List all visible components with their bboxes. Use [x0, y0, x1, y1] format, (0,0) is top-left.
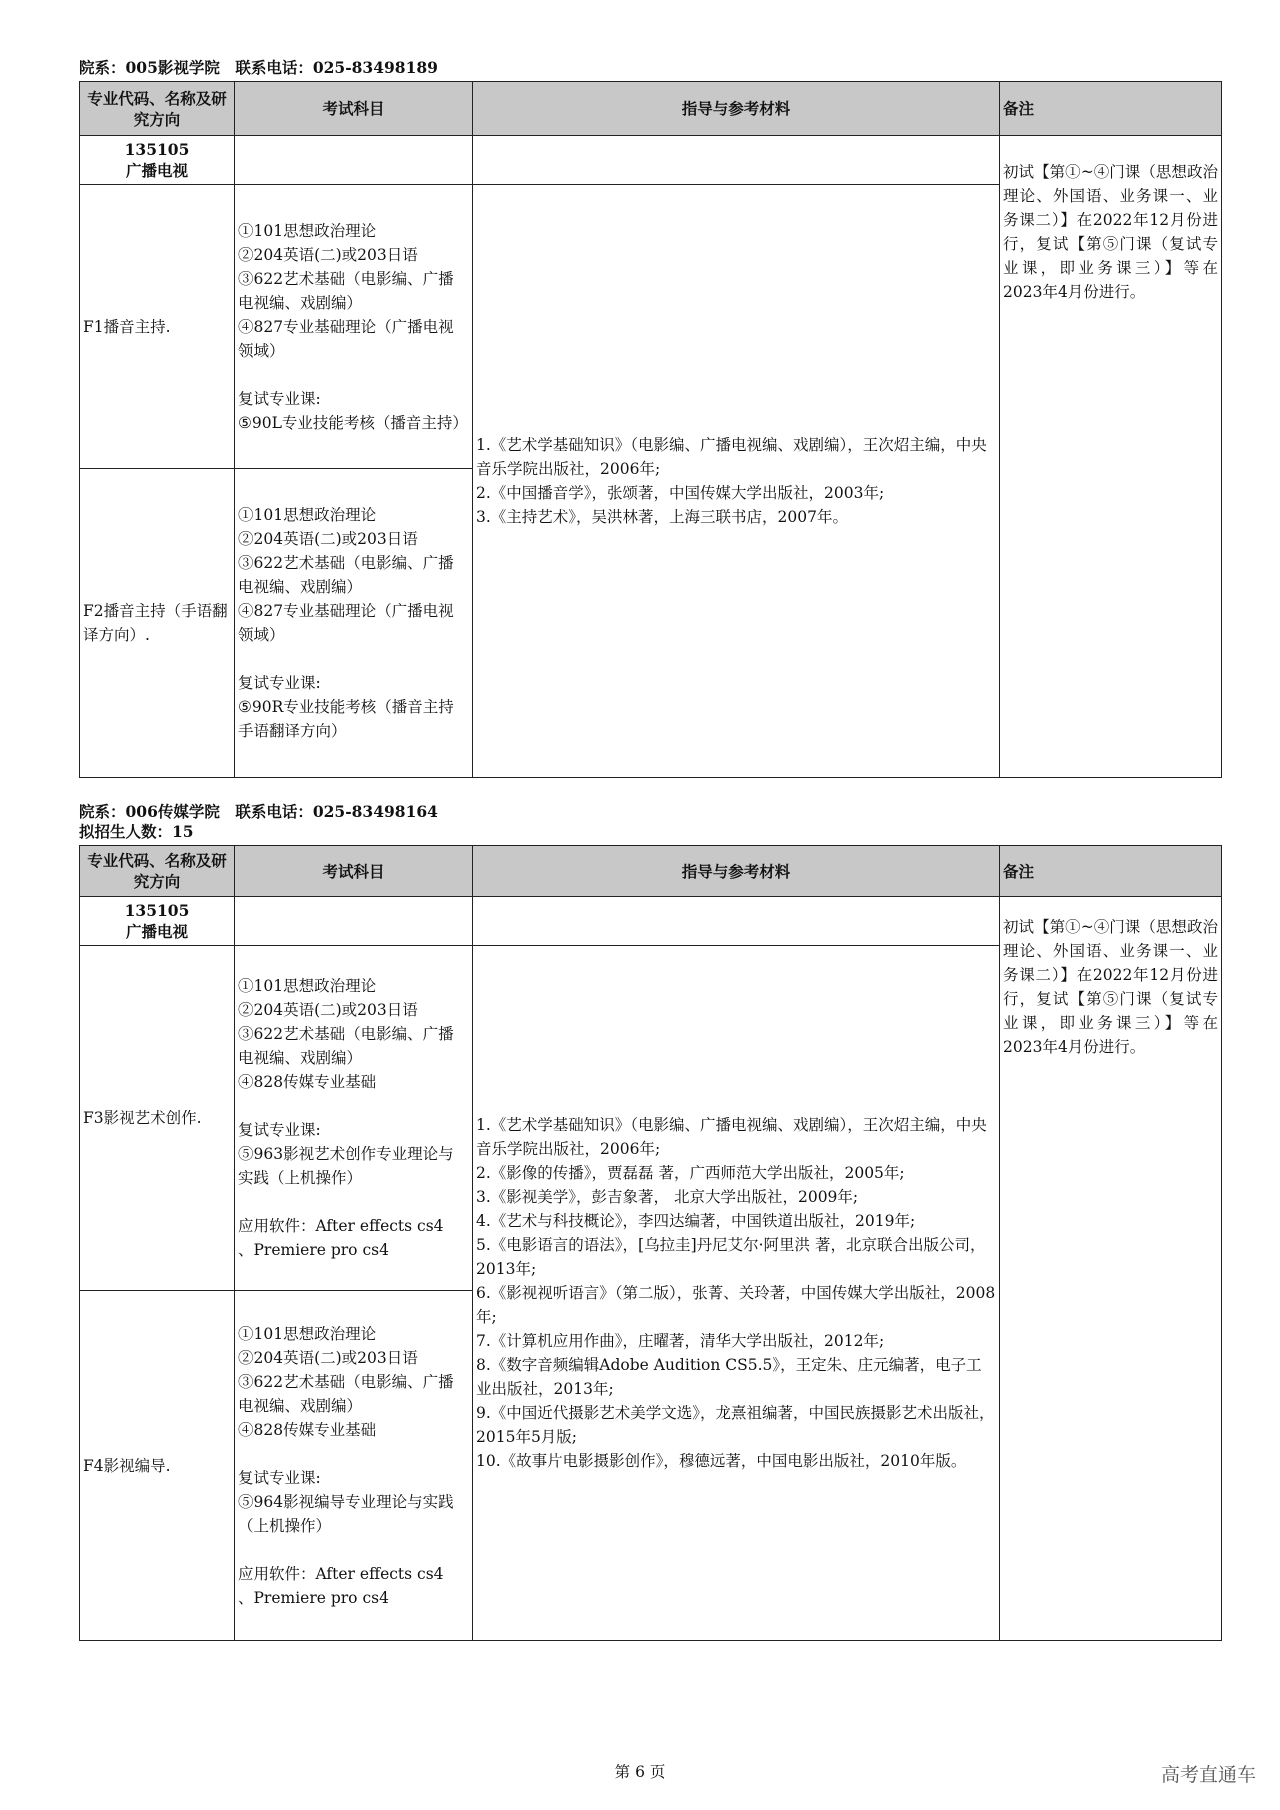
exam-subjects: ①101思想政治理论 ②204英语(二)或203日语 ③622艺术基础（电影编、广播电视编、戏剧编） ④828传媒专业基础 复试专业课: ⑤964影视编导专业理论与实践（上机操作） 应用软件：After effects cs4 、Premiere pro cs4 — [235, 1291, 473, 1641]
research-direction: F4影视编导. — [80, 1291, 235, 1641]
column-header-materials: 指导与参考材料 — [473, 846, 1000, 897]
column-header-subjects: 考试科目 — [235, 846, 473, 897]
notes-cell: 初试【第①~④门课（思想政治理论、外国语、业务课一、业务课二）】在2022年12月份进行，复试【第⑤门课（复试专业课，即业务课三）】等在2023年4月份进行。 — [1000, 897, 1222, 1641]
column-header-materials: 指导与参考材料 — [473, 82, 1000, 136]
empty-cell — [473, 136, 1000, 185]
major-cell — [80, 897, 235, 946]
exam-subjects: ①101思想政治理论 ②204英语(二)或203日语 ③622艺术基础（电影编、广播电视编、戏剧编） ④828传媒专业基础 复试专业课: ⑤963影视艺术创作专业理论与实践（上机操作） 应用软件：After effects cs4 、Premiere pro cs4 — [235, 946, 473, 1291]
empty-cell — [473, 897, 1000, 946]
column-header-subjects: 考试科目 — [235, 82, 473, 136]
admission-table — [79, 845, 1222, 1641]
major-cell — [80, 136, 235, 185]
research-direction: F3影视艺术创作. — [80, 946, 235, 1291]
column-header-notes: 备注 — [1000, 846, 1222, 897]
section-header: 院系：005影视学院 联系电话：025-83498189 — [79, 58, 438, 77]
reference-materials: 1.《艺术学基础知识》（电影编、广播电视编、戏剧编），王次炤主编，中央音乐学院出版社，2006年; 2.《影像的传播》，贾磊磊 著，广西师范大学出版社，2005年; 3.《影视美学》，彭吉象著， 北京大学出版社，2009年; 4.《艺术与科技概论》，李四达编著，中国铁道出版社，2019年; 5.《电影语言的语法》，[乌拉圭]丹尼艾尔·阿里洪 著，北京联合出版公司，2013年; 6.《影视视听语言》（第二版），张菁、关玲著，中国传媒大学出版社，2008年; 7.《计算机应用作曲》，庄曜著，清华大学出版社，2012年; 8.《数字音频编辑Adobe Audition CS5.5》，王定朱、庄元编著，电子工业出版社，2013年; 9.《中国近代摄影艺术美学文选》，龙熹祖编著，中国民族摄影艺术出版社，2015年5月版; 10.《故事片电影摄影创作》，穆德远著，中国电影出版社，2010年版。 — [473, 946, 1000, 1641]
research-direction: F1播音主持. — [80, 185, 235, 469]
exam-subjects: ①101思想政治理论 ②204英语(二)或203日语 ③622艺术基础（电影编、广播电视编、戏剧编） ④827专业基础理论（广播电视领域） 复试专业课: ⑤90L专业技能考核（播音主持） — [235, 185, 473, 469]
page-number: 第 6 页 — [614, 1763, 666, 1781]
admission-table — [79, 81, 1222, 778]
major-name: 广播电视 — [125, 922, 188, 941]
watermark: 高考直通车 — [1160, 1764, 1256, 1786]
column-header-major: 专业代码、名称及研究方向 — [80, 846, 235, 897]
section-header: 院系：006传媒学院 联系电话：025-83498164 — [79, 802, 438, 821]
empty-cell — [235, 136, 473, 185]
major-code: 135105 — [124, 901, 190, 920]
major-code: 135105 — [124, 140, 190, 159]
research-direction: F2播音主持（手语翻译方向）. — [80, 469, 235, 778]
major-name: 广播电视 — [125, 161, 188, 180]
empty-cell — [235, 897, 473, 946]
column-header-major: 专业代码、名称及研究方向 — [80, 82, 235, 136]
reference-materials: 1.《艺术学基础知识》（电影编、广播电视编、戏剧编），王次炤主编，中央音乐学院出版社，2006年; 2.《中国播音学》，张颂著，中国传媒大学出版社，2003年; 3.《主持艺术》，吴洪林著，上海三联书店，2007年。 — [473, 185, 1000, 778]
notes-cell: 初试【第①~④门课（思想政治理论、外国语、业务课一、业务课二）】在2022年12月份进行，复试【第⑤门课（复试专业课，即业务课三）】等在2023年4月份进行。 — [1000, 136, 1222, 778]
column-header-notes: 备注 — [1000, 82, 1222, 136]
exam-subjects: ①101思想政治理论 ②204英语(二)或203日语 ③622艺术基础（电影编、广播电视编、戏剧编） ④827专业基础理论（广播电视领域） 复试专业课: ⑤90R专业技能考核（播音主持手语翻译方向） — [235, 469, 473, 778]
enrollment-plan: 拟招生人数：15 — [79, 822, 194, 841]
